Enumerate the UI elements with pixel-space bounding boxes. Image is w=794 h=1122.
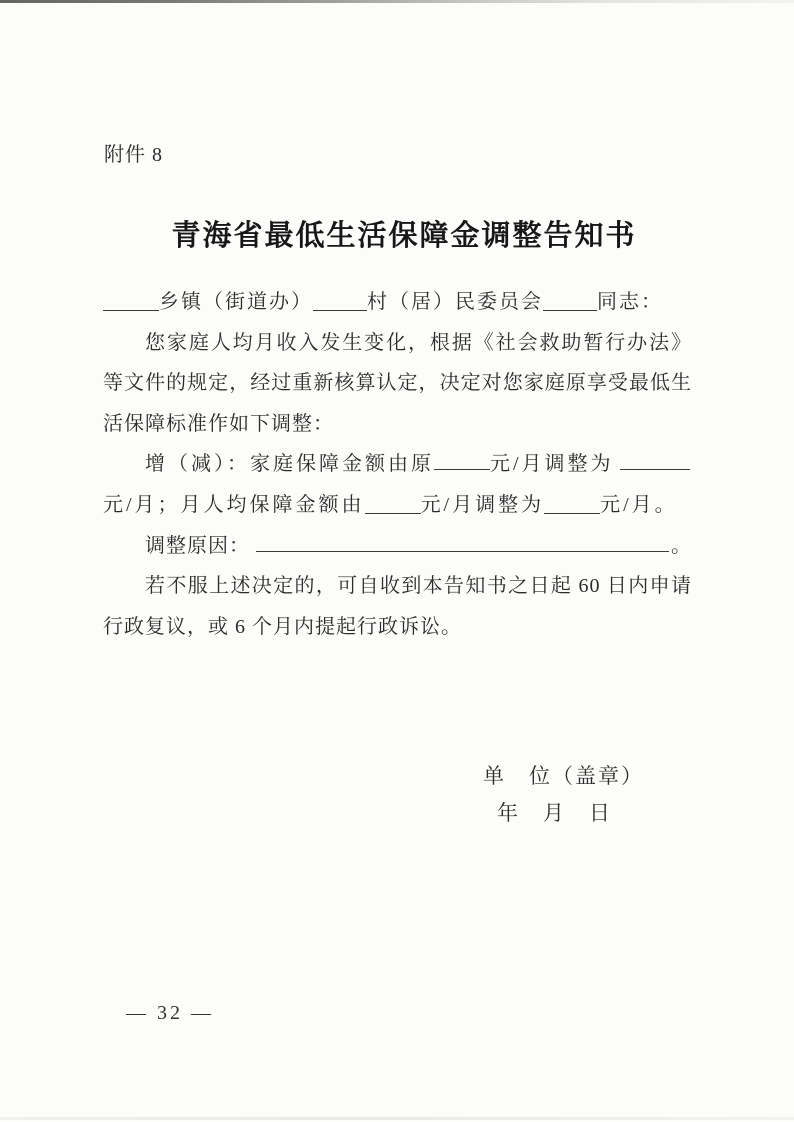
appeal-line1: 若不服上述决定的，可自收到本告知书之日起 60 日内申请 [145, 575, 692, 598]
salutation-comrade-suffix: 同志： [597, 291, 663, 313]
document-title: 青海省最低生活保障金调整告知书 [171, 220, 637, 252]
blank-township-name [103, 297, 159, 311]
blank-adjustment-reason [256, 538, 669, 552]
adjustment-line2-text3: 元/月。 [600, 493, 678, 516]
document-body [103, 282, 692, 647]
para1-line3: 活保障标准作如下调整： [103, 412, 334, 435]
adjustment-line2-text1: 元/月；月人均保障金额由 [103, 493, 365, 516]
signature-unit-label: 单 位（盖章） [483, 764, 644, 788]
attachment-label: 附件 8 [104, 144, 163, 166]
adjustment-line1-text1: 增（减）：家庭保障金额由原 [145, 453, 434, 476]
adjustment-line1 [103, 444, 692, 485]
scan-artifact-top-edge [0, 0, 794, 3]
para1-line2: 等文件的规定，经过重新核算认定，决定对您家庭原享受最低生 [103, 372, 692, 395]
adjustment-line2 [103, 485, 692, 526]
para1-line1: 您家庭人均月收入发生变化，根据《社会救助暂行办法》 [145, 331, 692, 354]
reason-period: 。 [671, 534, 692, 557]
reason-line [103, 526, 692, 567]
blank-original-family-amount [434, 456, 490, 470]
adjustment-line2-text2: 元/月调整为 [420, 493, 545, 516]
blank-new-family-amount [620, 456, 690, 470]
blank-new-percapita-amount [544, 500, 600, 514]
blank-village-name [313, 297, 367, 311]
salutation-village-suffix: 村（居）民委员会 [367, 291, 543, 313]
salutation-township-suffix: 乡镇（街道办） [159, 291, 313, 313]
blank-original-percapita-amount [365, 500, 421, 514]
scan-artifact-bottom-edge [0, 1117, 794, 1120]
signature-date-label: 年 月 日 [497, 801, 612, 825]
adjustment-line1-text2: 元/月调整为 [490, 453, 614, 476]
reason-label: 调整原因： [145, 534, 250, 557]
blank-comrade-name [543, 297, 597, 311]
appeal-line2: 行政复议，或 6 个月内提起行政诉讼。 [103, 615, 462, 638]
page-number: — 32 — [126, 1002, 214, 1024]
salutation-line [103, 282, 692, 323]
